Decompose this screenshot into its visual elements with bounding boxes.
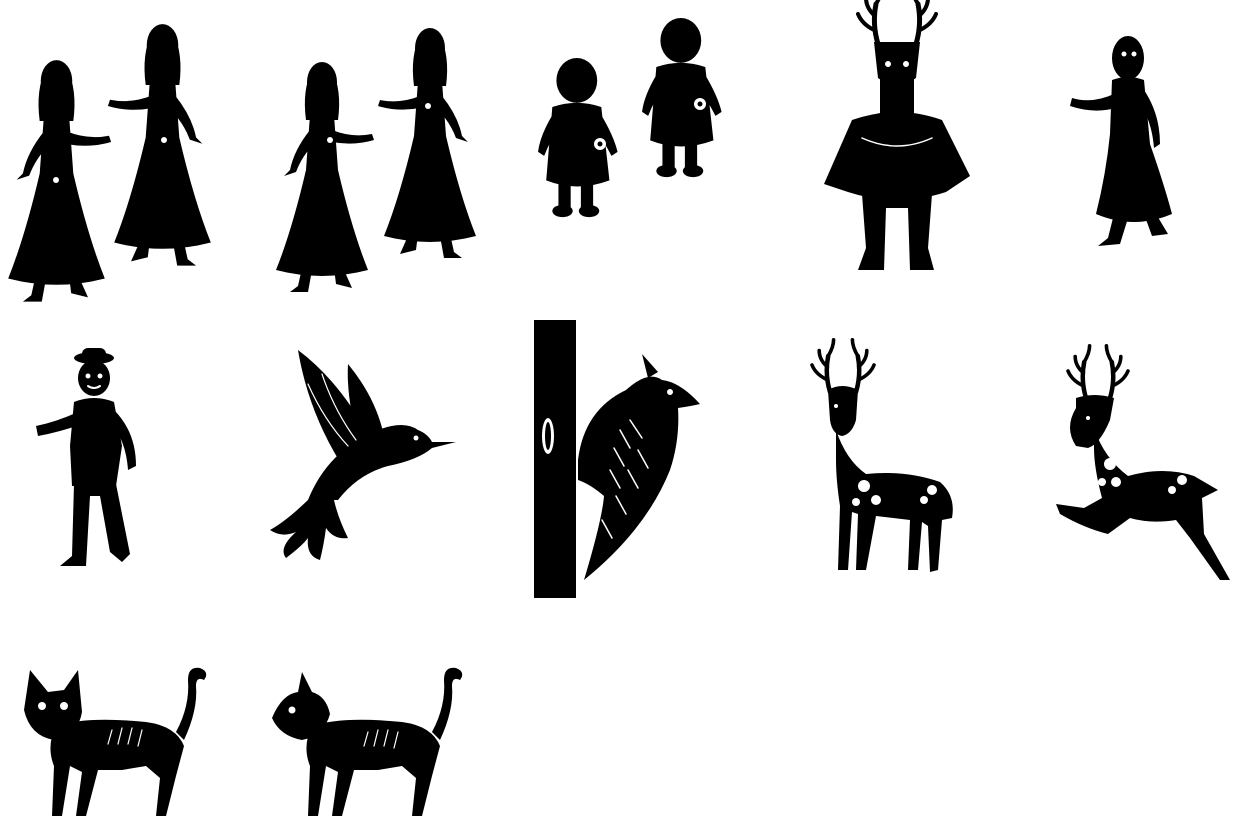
woodpecker-on-tree-silhouette (530, 320, 706, 600)
two-children-silhouette (534, 18, 748, 224)
cat-profile-silhouette (272, 664, 452, 824)
man-in-hat-silhouette (32, 346, 144, 578)
hummingbird-silhouette (268, 350, 458, 562)
cat-facing-front-silhouette (22, 660, 198, 820)
deer-masked-dancer-silhouette (822, 8, 972, 280)
woman-walking-silhouette (1068, 34, 1180, 248)
two-women-dancing-silhouette (4, 18, 224, 290)
two-women-talking-silhouette (268, 22, 488, 268)
deer-standing-silhouette (806, 350, 958, 576)
deer-leaping-silhouette (1054, 358, 1234, 584)
